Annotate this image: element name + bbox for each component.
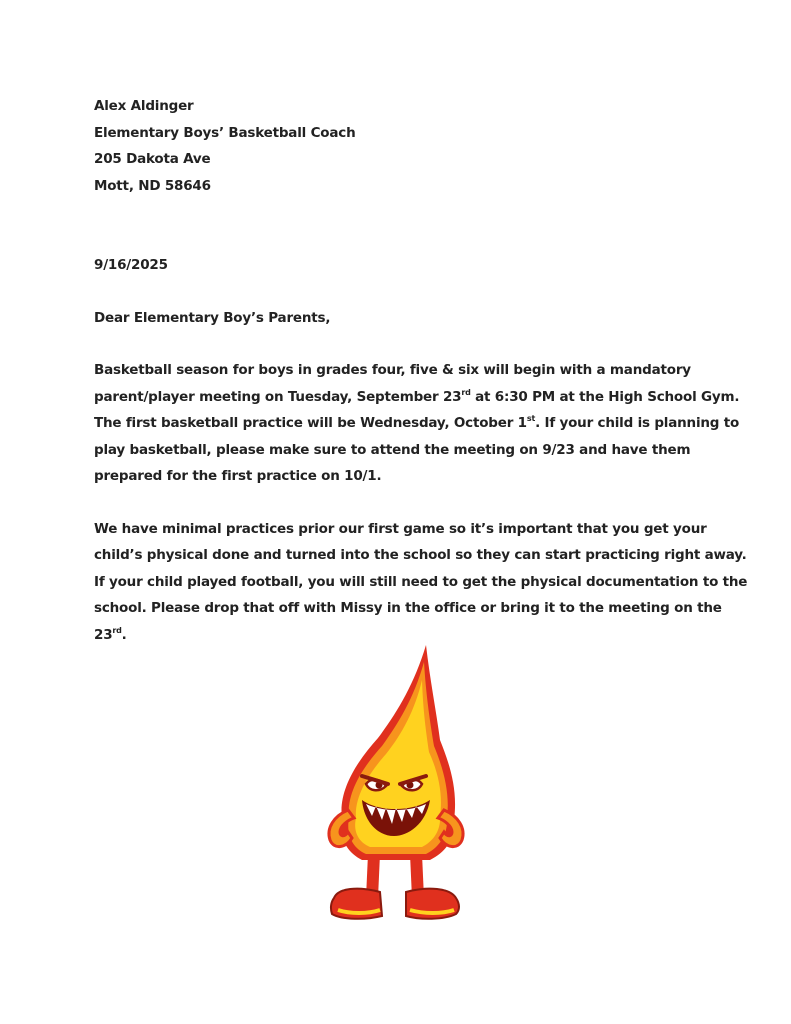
p1-line-2-sup: rd: [461, 387, 471, 397]
p2-line-2: child’s physical done and turned into the school so they can start practicing right away.: [94, 547, 747, 563]
p2-line-5-sup: rd: [112, 625, 122, 635]
letter-date: 9/16/2025: [94, 257, 168, 273]
p1-line-3-text: The first basketball practice will be Wednesday, October 1: [94, 415, 527, 431]
p2-line-5-tail: .: [121, 626, 127, 643]
sender-name: Alex Aldinger: [94, 98, 194, 114]
flame-mascot-icon: [318, 640, 474, 925]
p1-line-5: prepared for the first practice on 10/1.: [94, 468, 382, 484]
sender-street: 205 Dakota Ave: [94, 151, 211, 167]
p1-line-3-tail: . If your child is planning to: [535, 415, 740, 431]
p1-line-3-sup: st: [526, 414, 536, 423]
greeting: Dear Elementary Boy’s Parents,: [94, 309, 331, 326]
sender-title: Elementary Boys’ Basketball Coach: [94, 124, 356, 141]
sender-block: [94, 93, 714, 199]
p1-line-4: play basketball, please make sure to attend the meeting on 9/23 and have them: [94, 441, 691, 458]
p1-line-2-tail: at 6:30 PM at the High School Gym.: [470, 388, 740, 405]
p1-line-1: Basketball season for boys in grades four, five & six will begin with a mandatory: [94, 362, 691, 378]
p1-line-3: [94, 410, 740, 437]
p2-line-5-text: 23: [94, 626, 113, 643]
p2-line-3: If your child played football, you will still need to get the physical documentation to the: [94, 573, 748, 590]
letter-body: [94, 93, 748, 648]
sender-city: Mott, ND 58646: [94, 177, 211, 194]
p1-line-2-text: parent/player meeting on Tuesday, September 23: [94, 388, 462, 405]
paragraph-1: [94, 357, 740, 490]
p2-line-1: We have minimal practices prior our first game so it’s important that you get your: [94, 520, 707, 537]
p1-line-2: [94, 384, 740, 411]
paragraph-2: [94, 516, 748, 649]
p2-line-4: school. Please drop that off with Missy in the office or bring it to the meeting on the: [94, 600, 722, 616]
